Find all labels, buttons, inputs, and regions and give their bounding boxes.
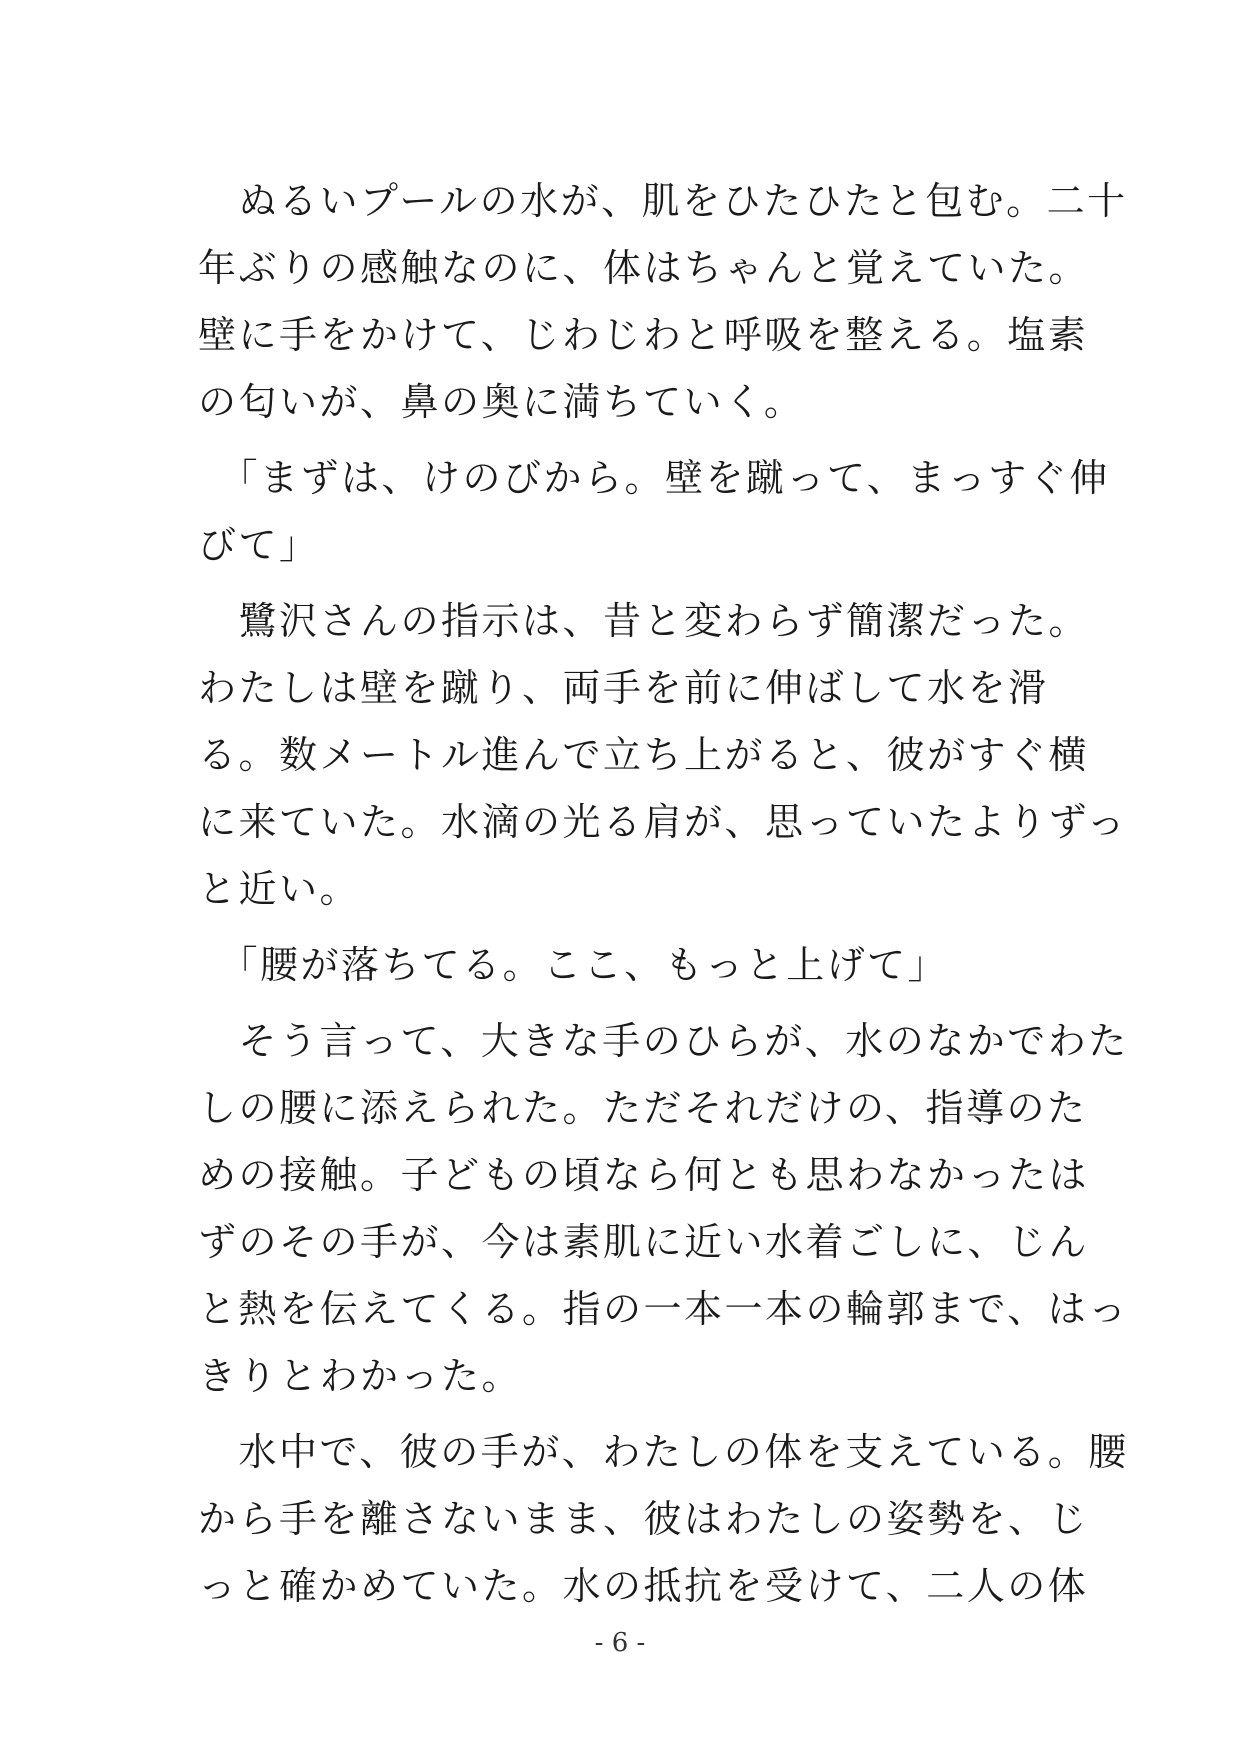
text-line: 壁に手をかけて、じわじわと呼吸を整える。塩素 (198, 313, 1089, 357)
text-line: わたしは壁を蹴り、両手を前に伸ばして水を滑 (198, 666, 1049, 710)
text-line: の匂いが、鼻の奥に満ちていく。 (198, 380, 805, 424)
text-line: しの腰に添えられた。ただそれだけの、指導のた (198, 1086, 1088, 1130)
text-line: そう言って、大きな手のひらが、水のなかでわた (198, 1019, 1129, 1063)
text-line: っと確かめていた。水の抵抗を受けて、二人の体 (198, 1564, 1089, 1608)
paragraph-gap (198, 923, 1048, 932)
text-line: びて」 (198, 523, 320, 567)
paragraph-gap (198, 579, 1048, 588)
page-number: - 6 - (594, 1628, 646, 1658)
text-line: ずのその手が、今は素肌に近い水着ごしに、じん (198, 1220, 1090, 1264)
paragraph-gap (198, 999, 1048, 1008)
paragraph-gap (198, 436, 1048, 445)
text-line: 「腰が落ちてる。ここ、もっと上げて」 (198, 943, 949, 987)
body-text (198, 168, 1129, 1620)
text-line: 年ぶりの感触なのに、体はちゃんと覚えていた。 (198, 246, 1090, 290)
text-line: 「まずは、けのびから。壁を蹴って、まっすぐ伸 (198, 456, 1110, 500)
text-line: から手を離さないまま、彼はわたしの姿勢を、じ (198, 1497, 1090, 1541)
text-line: ぬるいプールの水が、肌をひたひたと包む。二十 (198, 179, 1128, 223)
text-line: と熱を伝えてくる。指の一本一本の輪郭まで、はっ (198, 1287, 1129, 1331)
text-line: 水中で、彼の手が、わたしの体を支えている。腰 (198, 1430, 1129, 1474)
text-line: に来ていた。水滴の光る肩が、思っていたよりずっ (198, 800, 1128, 844)
text-line: 鷺沢さんの指示は、昔と変わらず簡潔だった。 (198, 599, 1090, 643)
text-line: と近い。 (198, 867, 361, 911)
text-line: めの接触。子どもの頃なら何とも思わなかったは (198, 1153, 1090, 1197)
paragraph-gap (198, 1410, 1048, 1419)
text-line: きりとわかった。 (198, 1354, 523, 1398)
text-line: る。数メートル進んで立ち上がると、彼がすぐ横 (198, 733, 1090, 777)
